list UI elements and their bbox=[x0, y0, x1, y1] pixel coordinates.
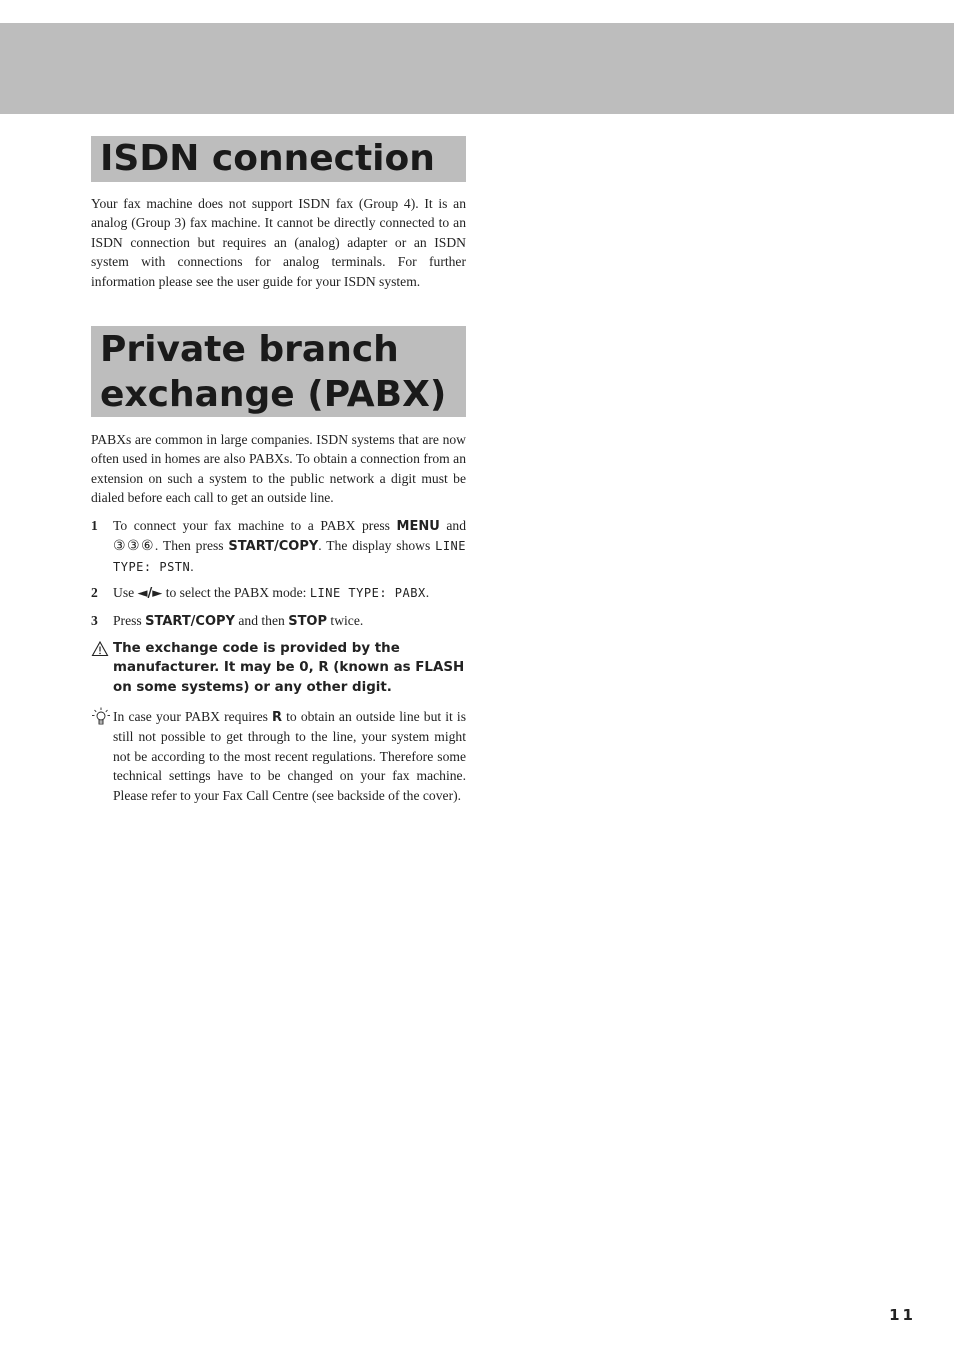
tip-note bbox=[91, 707, 466, 805]
isdn-paragraph: Your fax machine does not support ISDN fax (Group 4). It is an analog (Group 3) fax machine. It cannot be directly connected to an ISDN connection but requires an (analog) adapter or an ISDN system with connections for analog terminals. For further information please see the user guide for your ISDN system. bbox=[91, 196, 466, 289]
start-copy-key: START/COPY bbox=[228, 539, 319, 555]
tip-text-b: to obtain an outside line but it is still not possible to get through to the line, your system might not be according to the most recent regulations. Therefore some technical settings have to be changed on your fax machine. Please refer to your Fax Call Centre (see backside of the cover). bbox=[113, 709, 466, 803]
heading-isdn-text: ISDN connection bbox=[100, 138, 435, 179]
step-1-number: 1 bbox=[91, 518, 98, 533]
r-key: R bbox=[272, 710, 283, 725]
step-2-text-b: to select the PABX mode: bbox=[162, 585, 310, 600]
stop-key: STOP bbox=[288, 614, 328, 629]
arrow-keys: ◄/► bbox=[137, 586, 163, 601]
heading-pabx-line2: exchange (PABX) bbox=[100, 374, 447, 415]
warning-triangle-icon bbox=[91, 640, 109, 658]
step-1-text-b: and bbox=[439, 518, 466, 533]
lcd-line-type-pstn: LINE TYPE: PSTN bbox=[113, 539, 466, 574]
step-3-text-c: twice. bbox=[327, 613, 364, 628]
heading-pabx bbox=[91, 326, 466, 417]
step-1-text-c: . Then press bbox=[154, 538, 229, 554]
step-2-text-a: Use bbox=[113, 585, 138, 600]
step-1-text-d: . The display shows bbox=[318, 538, 436, 554]
step-2-number: 2 bbox=[91, 585, 98, 600]
step-1-text-e: . bbox=[190, 558, 194, 574]
step-2-text-c: . bbox=[425, 585, 430, 600]
step-3-text-b: and then bbox=[234, 613, 289, 628]
header-band bbox=[0, 23, 954, 114]
step-1-text bbox=[113, 516, 466, 577]
start-copy-key-2: START/COPY bbox=[145, 614, 235, 629]
tip-text bbox=[113, 707, 466, 805]
step-1-text-a: To connect your fax machine to a PABX press bbox=[113, 518, 397, 533]
step-1 bbox=[91, 516, 466, 577]
step-3-text bbox=[113, 611, 466, 631]
step-3 bbox=[91, 611, 466, 631]
step-3-number: 3 bbox=[91, 613, 98, 628]
heading-pabx-line1: Private branch bbox=[100, 329, 399, 370]
tip-text-a: In case your PABX requires bbox=[113, 709, 273, 724]
lcd-line-type-pabx: LINE TYPE: PABX bbox=[309, 586, 426, 600]
step-3-text-a: Press bbox=[113, 613, 146, 628]
lightbulb-icon bbox=[91, 707, 111, 727]
pabx-intro-paragraph: PABXs are common in large companies. ISDN systems that are now often used in homes are also PABXs. To obtain a connection from an extension on such a system to the public network a digit must be dialed before each call to get an outside line. bbox=[91, 432, 466, 506]
warning-note bbox=[91, 639, 466, 697]
menu-key: MENU bbox=[396, 519, 440, 534]
warning-text: The exchange code is provided by the manufacturer. It may be 0, R (known as FLASH on some systems) or any other digit. bbox=[113, 641, 465, 695]
page-number: 11 bbox=[889, 1306, 916, 1324]
step-2 bbox=[91, 583, 466, 603]
heading-isdn-connection bbox=[91, 136, 466, 182]
digit-keys: ③③⑥ bbox=[113, 538, 155, 555]
step-2-text bbox=[113, 583, 466, 603]
